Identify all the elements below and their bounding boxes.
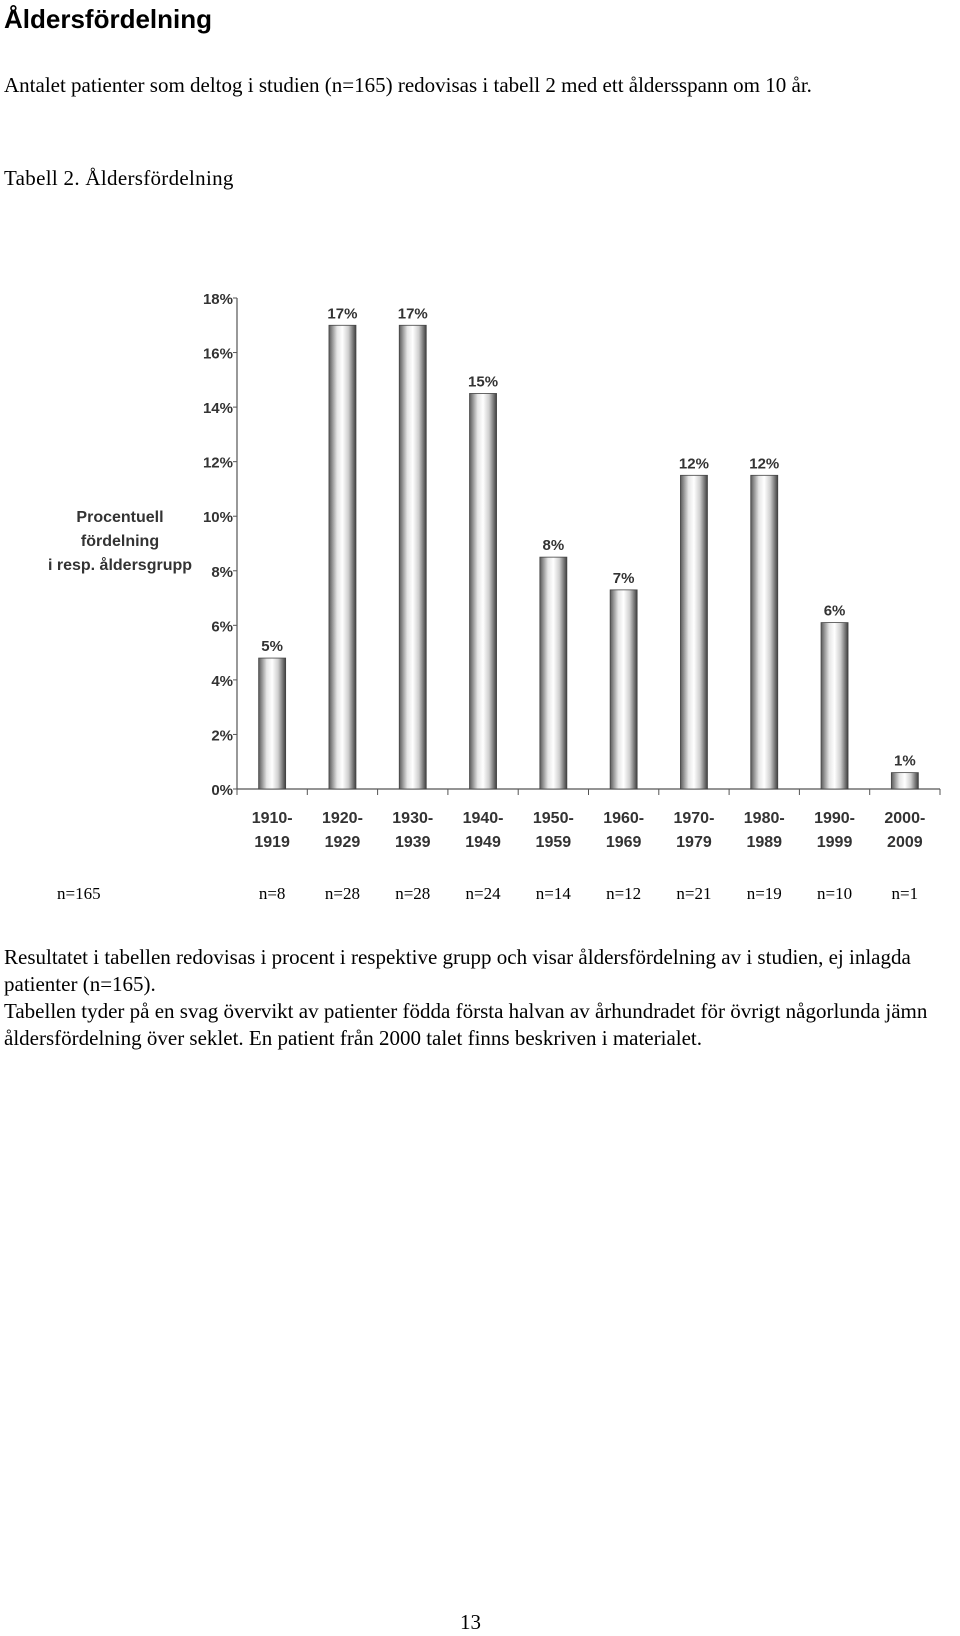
n-group-label: n=19 <box>746 884 782 903</box>
data-label: 6% <box>823 602 846 620</box>
x-tick-label: 1959 <box>535 834 572 851</box>
data-label: 8% <box>542 537 565 555</box>
x-tick-label: 1999 <box>816 834 853 851</box>
y-tick-label: 12% <box>202 454 233 472</box>
results-text: Resultatet i tabellen redovisas i procent i respektive grupp och visar åldersfördelning av i studien, ej inlagda patienter (n=165). <box>4 945 911 996</box>
bar <box>470 393 497 789</box>
section-title: Åldersfördelning <box>4 4 213 34</box>
bars <box>259 325 919 789</box>
x-tick-label: 1960- <box>603 810 645 827</box>
y-axis-label <box>48 509 192 574</box>
x-tick-label: 1989 <box>746 834 783 851</box>
x-tick-label: 1919 <box>254 834 290 851</box>
bar <box>680 475 707 789</box>
y-tick-label: 10% <box>202 509 233 527</box>
y-axis-label-line: fördelning <box>80 533 160 550</box>
x-tick-label: 1990- <box>814 810 856 827</box>
bar <box>329 325 356 789</box>
bar <box>610 590 637 789</box>
y-tick-label: 18% <box>202 291 233 308</box>
x-tick-label: 1930- <box>392 810 434 827</box>
n-group-label: n=12 <box>606 884 642 903</box>
y-tick-label: 14% <box>202 400 233 418</box>
bar <box>259 658 286 789</box>
x-tick-label: 1970- <box>673 810 715 827</box>
n-group-label: n=24 <box>465 884 501 903</box>
data-label: 12% <box>749 455 780 473</box>
bar <box>821 623 848 789</box>
y-tick-label: 4% <box>211 672 233 690</box>
x-tick-label: 1939 <box>394 834 431 851</box>
x-tick-label: 1929 <box>324 834 361 851</box>
x-tick-label: 2000- <box>884 810 926 827</box>
y-tick-label: 6% <box>211 618 233 636</box>
n-group-label: n=1 <box>891 884 919 903</box>
results-paragraph <box>4 944 959 1052</box>
data-label: 1% <box>894 752 916 770</box>
y-tick-label: 2% <box>211 727 233 745</box>
data-label: 5% <box>261 638 283 656</box>
x-tick-label: 1979 <box>676 834 712 851</box>
data-label: 15% <box>468 373 499 391</box>
y-tick-label: 16% <box>202 345 233 363</box>
x-tick-label: 2009 <box>887 834 923 851</box>
x-tick-label: 1980- <box>743 810 785 827</box>
bar <box>399 325 426 789</box>
table-caption: Tabell 2. Åldersfördelning <box>4 166 234 190</box>
y-tick-label: 0% <box>211 782 233 799</box>
data-label: 7% <box>612 569 635 587</box>
data-label: 12% <box>678 455 709 473</box>
x-tick-label: 1949 <box>465 834 501 851</box>
n-group-label: n=28 <box>395 884 431 903</box>
x-tick-label: 1950- <box>532 810 574 827</box>
page-number: 13 <box>460 1610 481 1634</box>
data-label: 17% <box>327 305 358 323</box>
n-group-label: n=28 <box>324 884 360 903</box>
n-group-label: n=14 <box>535 884 571 903</box>
data-labels <box>261 305 915 769</box>
y-axis-label-line: Procentuell <box>76 509 164 526</box>
n-total-label: n=165 <box>57 884 101 903</box>
y-tick-label: 8% <box>211 563 233 581</box>
data-label: 17% <box>397 305 428 323</box>
n-group-label: n=8 <box>258 884 286 903</box>
bar <box>540 557 567 789</box>
bar <box>891 773 918 789</box>
x-tick-label: 1920- <box>321 810 363 827</box>
n-group-label: n=10 <box>817 884 853 903</box>
conclusion-text: Tabellen tyder på en svag övervikt av patienter födda första halvan av århundradet för övrigt någorlunda jämn åldersfördelning över seklet. En patient från 2000 talet finns beskriven i materialet. <box>4 999 928 1050</box>
y-axis-label-line: i resp. åldersgrupp <box>47 557 193 574</box>
intro-paragraph: Antalet patienter som deltog i studien (n=165) redovisas i tabell 2 med ett åldersspann om 10 år. <box>4 73 812 97</box>
n-group-label: n=21 <box>676 884 712 903</box>
x-tick-label: 1940- <box>462 810 504 827</box>
y-axis-ticks <box>203 291 237 799</box>
x-tick-label: 1910- <box>251 810 293 827</box>
bar <box>751 475 778 789</box>
x-axis-ticks <box>252 810 926 851</box>
x-tick-label: 1969 <box>605 834 642 851</box>
